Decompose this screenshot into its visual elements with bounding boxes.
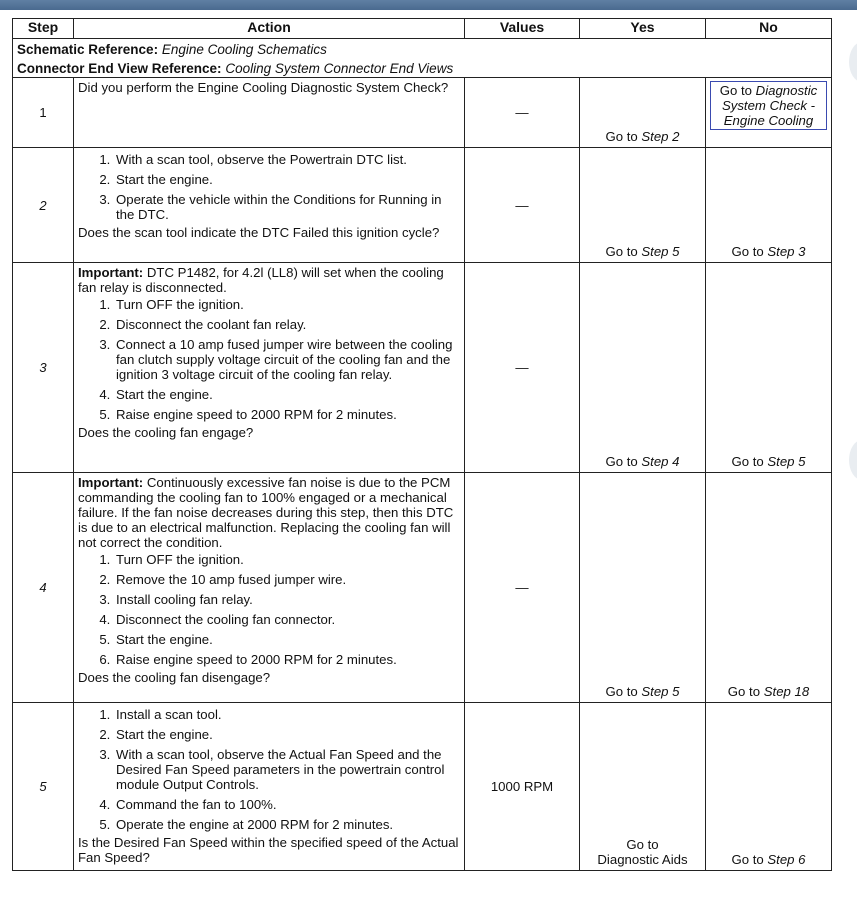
no-cell — [706, 148, 832, 263]
yes-cell — [580, 473, 706, 703]
step-number: 1 — [13, 78, 74, 148]
step-number: 5 — [13, 703, 74, 871]
step-instruction: 1. With a scan tool, observe the Powertrain DTC list. — [114, 152, 460, 167]
step-number: 3 — [13, 263, 74, 473]
schematic-reference-link[interactable]: Engine Cooling Schematics — [161, 42, 327, 57]
step-instruction: 2. Start the engine. — [114, 172, 460, 187]
no-prefix: Go to — [731, 244, 764, 259]
yes-prefix: Go to — [626, 837, 659, 852]
action-cell — [74, 148, 465, 263]
header-action: Action — [74, 19, 465, 39]
values-cell: 1000 RPM — [465, 703, 580, 871]
scroll-edge-shadow — [849, 42, 857, 82]
table-header-row — [13, 19, 832, 39]
connector-reference-label: Connector End View Reference: — [17, 61, 222, 76]
no-prefix: Go to — [727, 684, 761, 699]
table-row — [13, 78, 832, 148]
step-instruction: 3. Operate the vehicle within the Conditions for Running in the DTC. — [114, 192, 460, 222]
values-cell: — — [465, 148, 580, 263]
step-instruction: 1. Install a scan tool. — [114, 707, 460, 722]
step-question: Is the Desired Fan Speed within the specified speed of the Actual Fan Speed? — [78, 835, 459, 865]
important-label: Important: — [78, 265, 144, 280]
step-instruction: 4. Command the fan to 100%. — [114, 797, 460, 812]
header-step: Step — [13, 19, 74, 39]
header-no: No — [706, 19, 832, 39]
yes-prefix: Go to — [605, 684, 638, 699]
no-link[interactable]: Step 5 — [767, 454, 806, 469]
yes-link[interactable]: Diagnostic Aids — [597, 852, 688, 867]
action-cell — [74, 703, 465, 871]
action-cell — [74, 473, 465, 703]
values-cell: — — [465, 263, 580, 473]
window-top-bar — [0, 0, 857, 10]
yes-prefix: Go to — [605, 454, 638, 469]
yes-cell — [580, 263, 706, 473]
connector-reference-row — [13, 59, 832, 78]
yes-cell — [580, 78, 706, 148]
step-instruction: 3. Install cooling fan relay. — [114, 592, 460, 607]
step-instruction: 3. With a scan tool, observe the Actual Fan Speed and the Desired Fan Speed parameters in the powertrain control module Output Controls. — [114, 747, 460, 792]
no-cell — [706, 703, 832, 871]
no-cell — [706, 263, 832, 473]
step-number: 2 — [13, 148, 74, 263]
step-question: Does the cooling fan engage? — [78, 425, 254, 440]
yes-prefix: Go to — [605, 129, 638, 144]
action-cell — [74, 263, 465, 473]
schematic-reference-row — [13, 39, 832, 60]
step-instruction: 2. Remove the 10 amp fused jumper wire. — [114, 572, 460, 587]
step-question: Does the cooling fan disengage? — [78, 670, 271, 685]
step-instruction: 6. Raise engine speed to 2000 RPM for 2 minutes. — [114, 652, 460, 667]
schematic-reference-label: Schematic Reference: — [17, 42, 159, 57]
no-cell — [706, 473, 832, 703]
values-cell: — — [465, 473, 580, 703]
step-instruction: 1. Turn OFF the ignition. — [114, 297, 460, 312]
step-question: Did you perform the Engine Cooling Diagnostic System Check? — [78, 80, 449, 95]
step-instruction: 4. Disconnect the cooling fan connector. — [114, 612, 460, 627]
important-note — [78, 475, 460, 550]
no-prefix: Go to — [731, 852, 764, 867]
no-link[interactable]: Step 6 — [767, 852, 806, 867]
step-instruction: 5. Operate the engine at 2000 RPM for 2 minutes. — [114, 817, 460, 832]
table-row — [13, 473, 832, 703]
connector-reference-link[interactable]: Cooling System Connector End Views — [225, 61, 454, 76]
yes-cell — [580, 148, 706, 263]
step-instruction: 2. Start the engine. — [114, 727, 460, 742]
step-instruction: 5. Raise engine speed to 2000 RPM for 2 minutes. — [114, 407, 460, 422]
no-link[interactable]: Diagnostic System Check - Engine Cooling — [721, 83, 818, 128]
scroll-edge-shadow — [849, 440, 857, 480]
important-note — [78, 265, 460, 295]
values-cell: — — [465, 78, 580, 148]
table-row — [13, 148, 832, 263]
header-yes: Yes — [580, 19, 706, 39]
important-text: DTC P1482, for 4.2l (LL8) will set when the cooling fan relay is disconnected. — [78, 265, 444, 295]
step-instruction: 5. Start the engine. — [114, 632, 460, 647]
important-label: Important: — [78, 475, 144, 490]
yes-prefix: Go to — [605, 244, 638, 259]
diagnostic-table — [12, 18, 832, 871]
table-row — [13, 263, 832, 473]
no-prefix: Go to — [719, 83, 752, 98]
yes-cell — [580, 703, 706, 871]
yes-link[interactable]: Step 2 — [641, 129, 680, 144]
table-row — [13, 703, 832, 871]
diagnostic-system-check-link[interactable] — [710, 81, 827, 130]
step-instruction: 3. Connect a 10 amp fused jumper wire between the cooling fan clutch supply voltage circuit of the cooling fan and the ignition 3 voltage circuit of the cooling fan relay. — [114, 337, 460, 382]
step-instruction: 2. Disconnect the coolant fan relay. — [114, 317, 460, 332]
header-values: Values — [465, 19, 580, 39]
no-link[interactable]: Step 18 — [763, 684, 810, 699]
step-question: Does the scan tool indicate the DTC Failed this ignition cycle? — [78, 225, 440, 240]
yes-link[interactable]: Step 5 — [641, 244, 680, 259]
important-text: Continuously excessive fan noise is due to the PCM commanding the cooling fan to 100% engaged or a mechanical failure. If the fan noise decreases during this step, then this DTC is due to an electrical malfunction. Replacing the cooling fan will not correct the condition. — [78, 475, 454, 550]
no-cell — [706, 78, 832, 148]
step-instruction: 4. Start the engine. — [114, 387, 460, 402]
no-prefix: Go to — [731, 454, 764, 469]
step-instruction: 1. Turn OFF the ignition. — [114, 552, 460, 567]
yes-link[interactable]: Step 4 — [641, 454, 680, 469]
action-cell — [74, 78, 465, 148]
step-number: 4 — [13, 473, 74, 703]
no-link[interactable]: Step 3 — [767, 244, 806, 259]
yes-link[interactable]: Step 5 — [641, 684, 680, 699]
